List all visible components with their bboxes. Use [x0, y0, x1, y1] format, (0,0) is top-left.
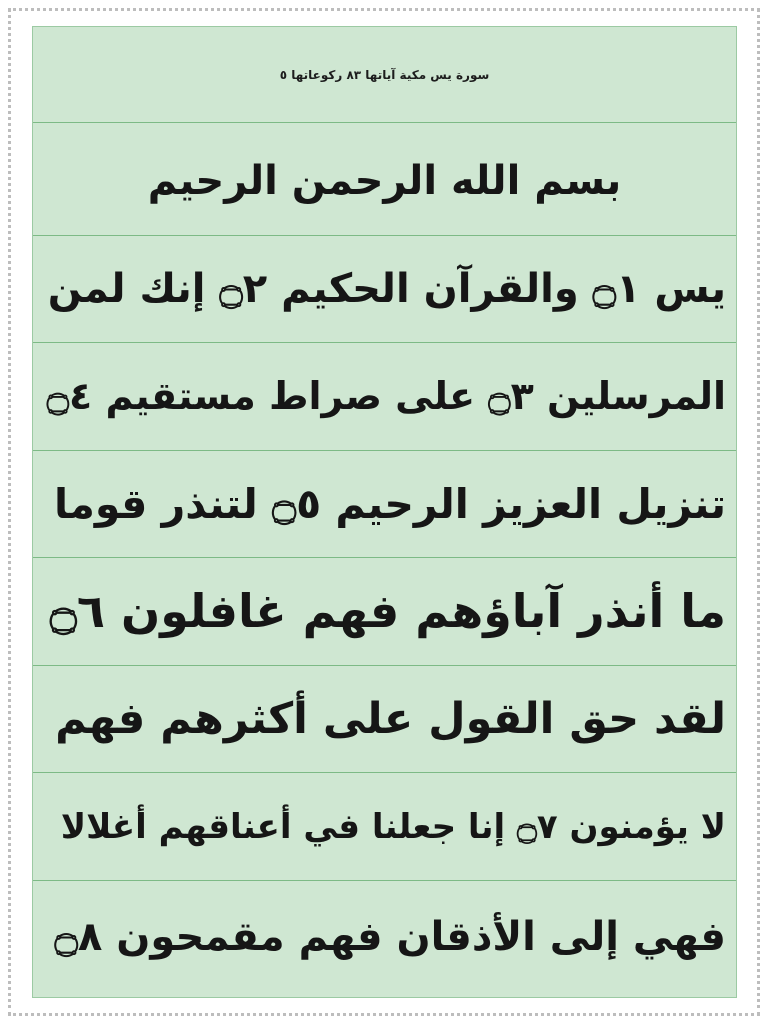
- bismillah-line: [33, 127, 736, 235]
- verse-line-3-text: تنزيل العزيز الرحيم ۝٥ لتنذر قوما: [54, 480, 726, 528]
- verse-line-2-text: المرسلين ۝٣ على صراط مستقيم ۝٤: [46, 374, 726, 418]
- rule-line: [33, 122, 736, 123]
- verse-line-4-text: ما أنذر آباؤهم فهم غافلون ۝٦: [49, 584, 726, 638]
- verse-line-2: [33, 346, 736, 446]
- verse-line-3: [33, 454, 736, 554]
- rule-line: [33, 665, 736, 666]
- verse-line-4: [33, 561, 736, 661]
- verse-line-1: [33, 239, 736, 339]
- rule-line: [33, 450, 736, 451]
- verse-line-7: [33, 884, 736, 989]
- verse-line-1-text: يس ۝١ والقرآن الحكيم ۝٢ إنك لمن: [47, 266, 726, 312]
- verse-line-6-text: لا يؤمنون ۝٧ إنا جعلنا في أعناقهم أغلالا: [60, 806, 726, 847]
- rule-line: [33, 880, 736, 881]
- mushaf-page: [32, 26, 737, 998]
- verse-line-5: [33, 669, 736, 769]
- rule-line: [33, 557, 736, 558]
- rule-line: [33, 772, 736, 773]
- surah-header: سورة يس مكية آياتها ٨٣ ركوعاتها ٥: [279, 67, 490, 82]
- rule-line: [33, 235, 736, 236]
- rule-line: [33, 342, 736, 343]
- bismillah-text: بسم الله الرحمن الرحيم: [147, 158, 622, 204]
- verse-line-6: [33, 776, 736, 876]
- verse-line-7-text: فهي إلى الأذقان فهم مقمحون ۝٨: [54, 913, 726, 960]
- verse-line-5-text: لقد حق القول على أكثرهم فهم: [55, 694, 726, 744]
